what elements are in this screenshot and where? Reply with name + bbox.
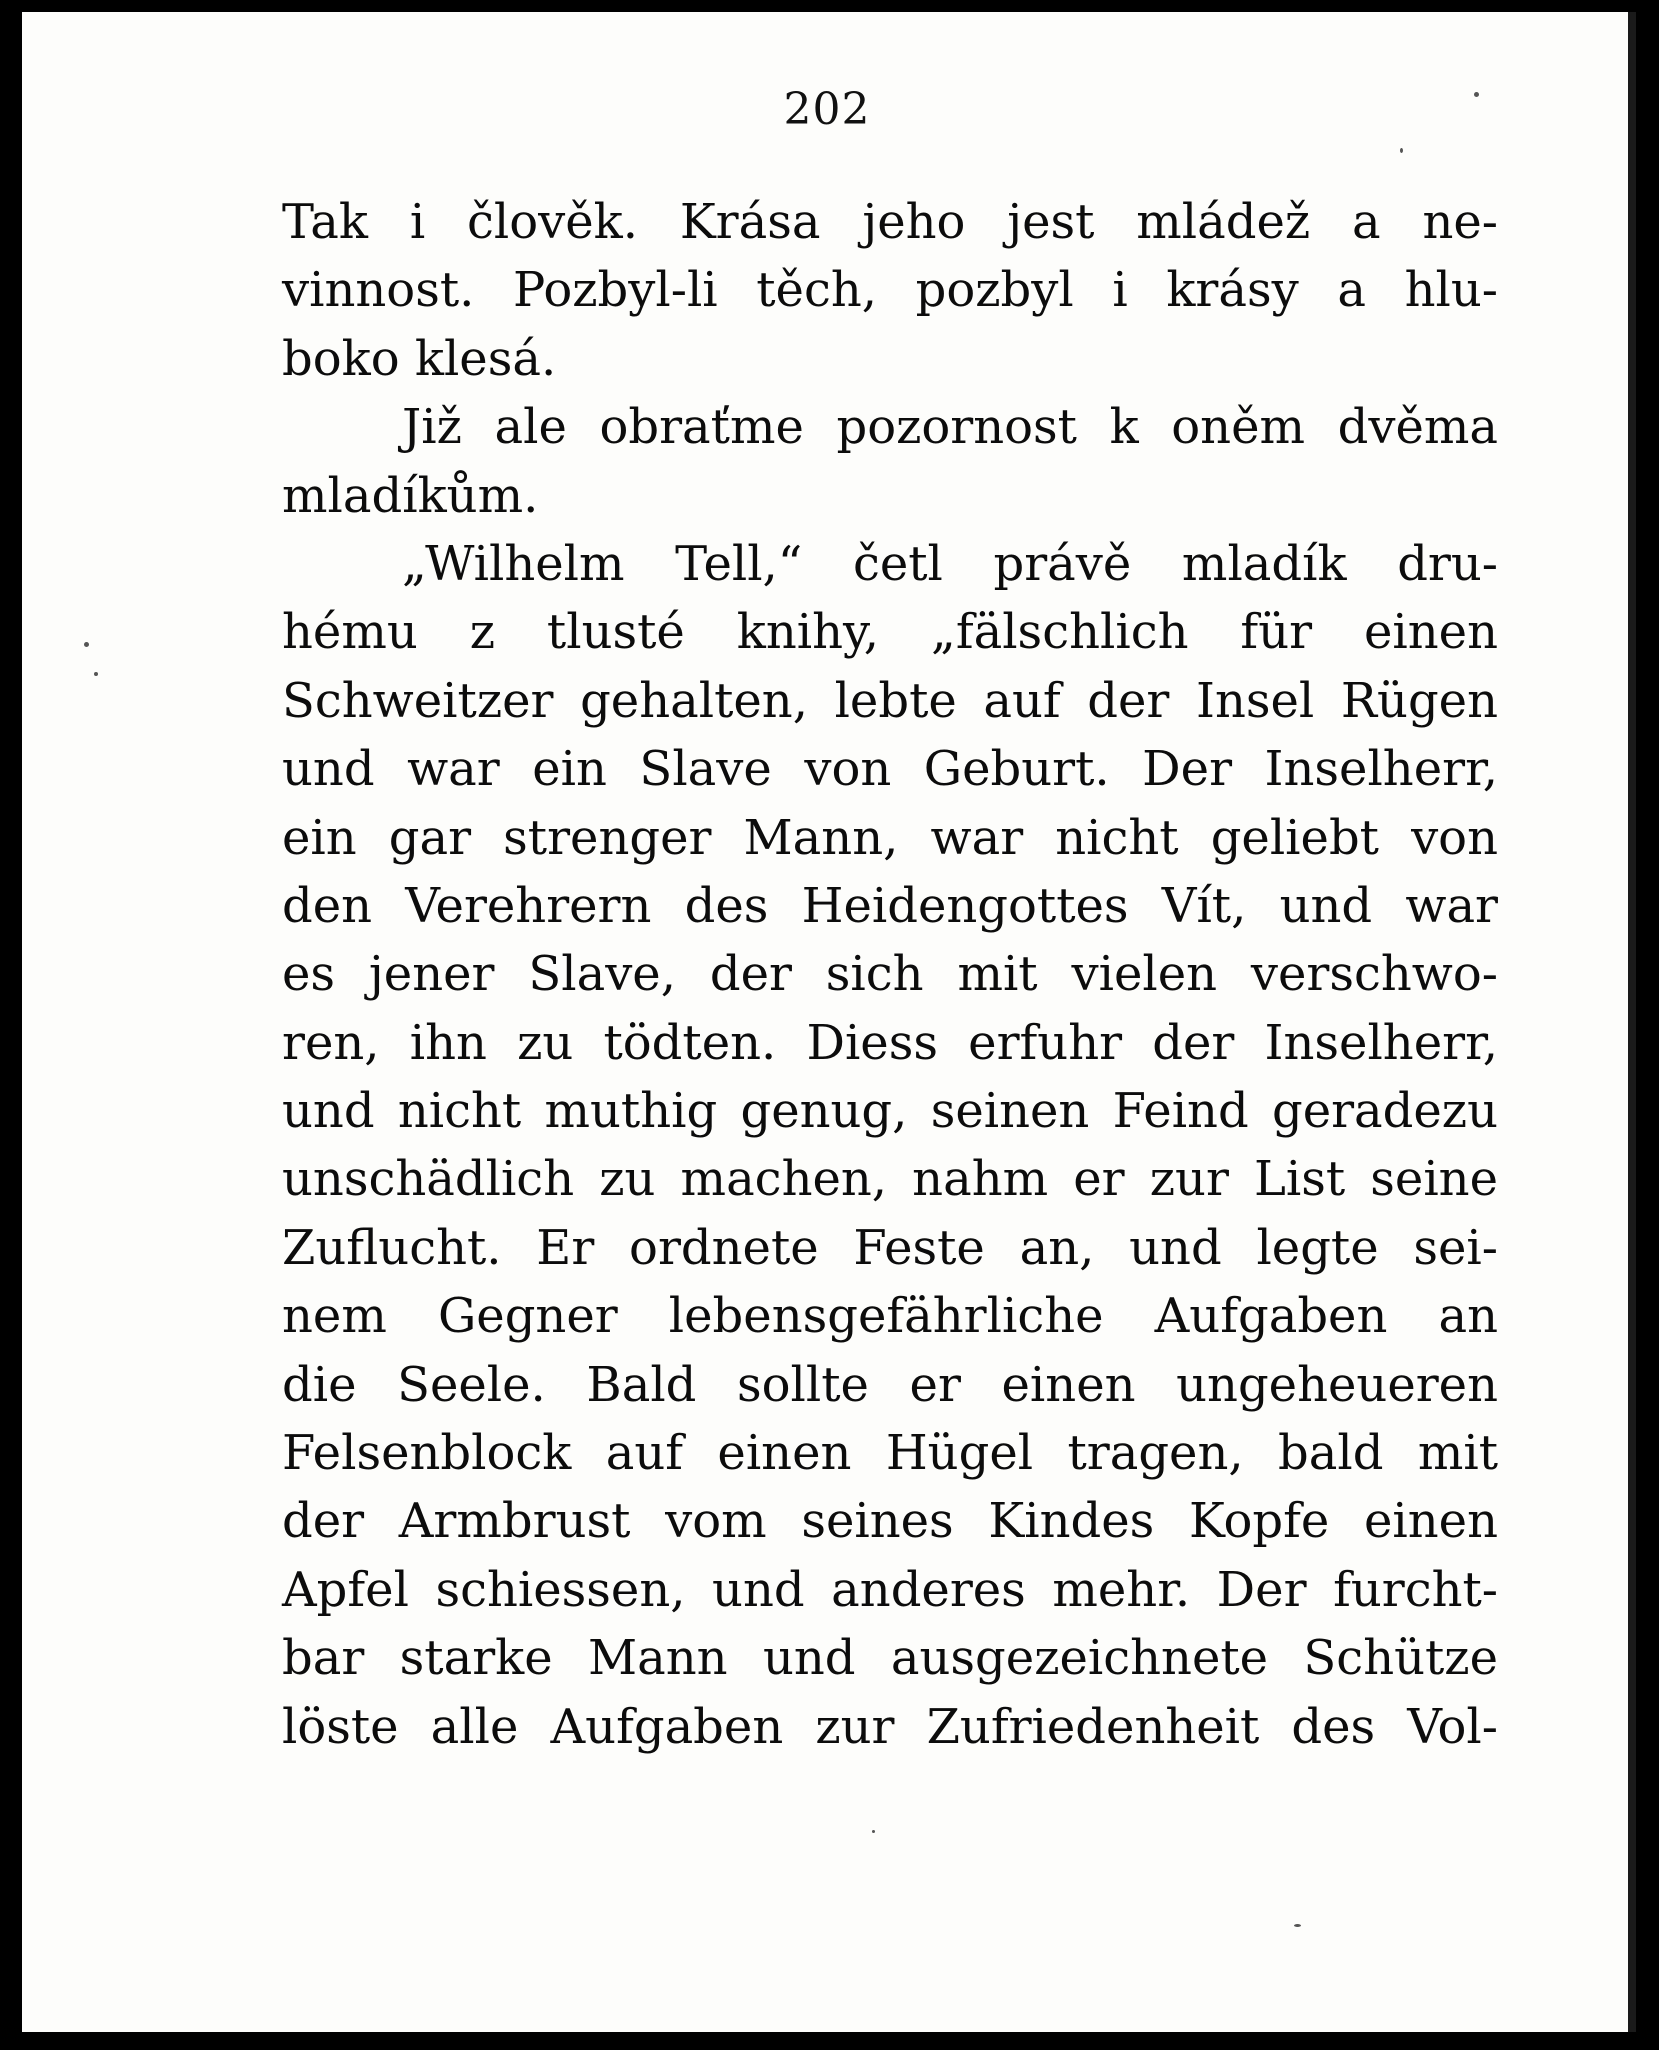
text-line: und nicht muthig genug, seinen Feind geradezu [282, 1083, 1498, 1140]
text-line: bar starke Mann und ausgezeichnete Schütze [282, 1630, 1498, 1687]
text-line: den Verehrern des Heidengottes Vít, und war [282, 877, 1498, 934]
text-line: löste alle Aufgaben zur Zufriedenheit des Vol- [282, 1698, 1498, 1755]
text-line: unschädlich zu machen, nahm er zur List seine [282, 1151, 1498, 1208]
text-line: boko klesá. [282, 330, 557, 387]
text-line: Schweitzer gehalten, lebte auf der Insel Rügen [282, 672, 1498, 729]
scan-speck [94, 672, 98, 676]
page-edge-shadow [1628, 12, 1636, 2032]
text-line: ren, ihn zu tödten. Diess erfuhr der Inselherr, [282, 1014, 1498, 1071]
scan-speck [84, 642, 89, 647]
text-line: Felsenblock auf einen Hügel tragen, bald mit [282, 1425, 1498, 1482]
text-line: Apfel schiessen, und anderes mehr. Der furcht- [282, 1561, 1498, 1618]
text-line: der Armbrust vom seines Kindes Kopfe einen [282, 1493, 1498, 1550]
scan-speck [1474, 92, 1479, 97]
scan-speck [872, 1830, 875, 1833]
text-line: nem Gegner lebensgefährliche Aufgaben an [282, 1288, 1498, 1345]
text-line: „Wilhelm Tell,“ četl právě mladík dru- [402, 535, 1498, 592]
body-text [282, 188, 1498, 1761]
text-line: ein gar strenger Mann, war nicht geliebt von [282, 809, 1498, 866]
text-line: die Seele. Bald sollte er einen ungeheueren [282, 1356, 1498, 1413]
text-line: Již ale obraťme pozornost k oněm dvěma [402, 399, 1498, 456]
scan-speck [1400, 148, 1403, 153]
scan-speck [1294, 1924, 1301, 1927]
text-line: hému z tlusté knihy, „fälschlich für einen [282, 604, 1498, 661]
text-line: es jener Slave, der sich mit vielen verschwo- [282, 946, 1498, 1003]
page-number: 202 [783, 84, 871, 135]
text-line: vinnost. Pozbyl-li těch, pozbyl i krásy a hlu- [282, 262, 1498, 319]
text-line: und war ein Slave von Geburt. Der Inselherr, [282, 741, 1498, 798]
text-line: mladíkům. [282, 467, 539, 524]
text-line: Zuflucht. Er ordnete Feste an, und legte sei- [282, 1219, 1498, 1276]
book-page [22, 12, 1632, 2032]
text-line: Tak i člověk. Krása jeho jest mládež a ne- [282, 194, 1498, 250]
